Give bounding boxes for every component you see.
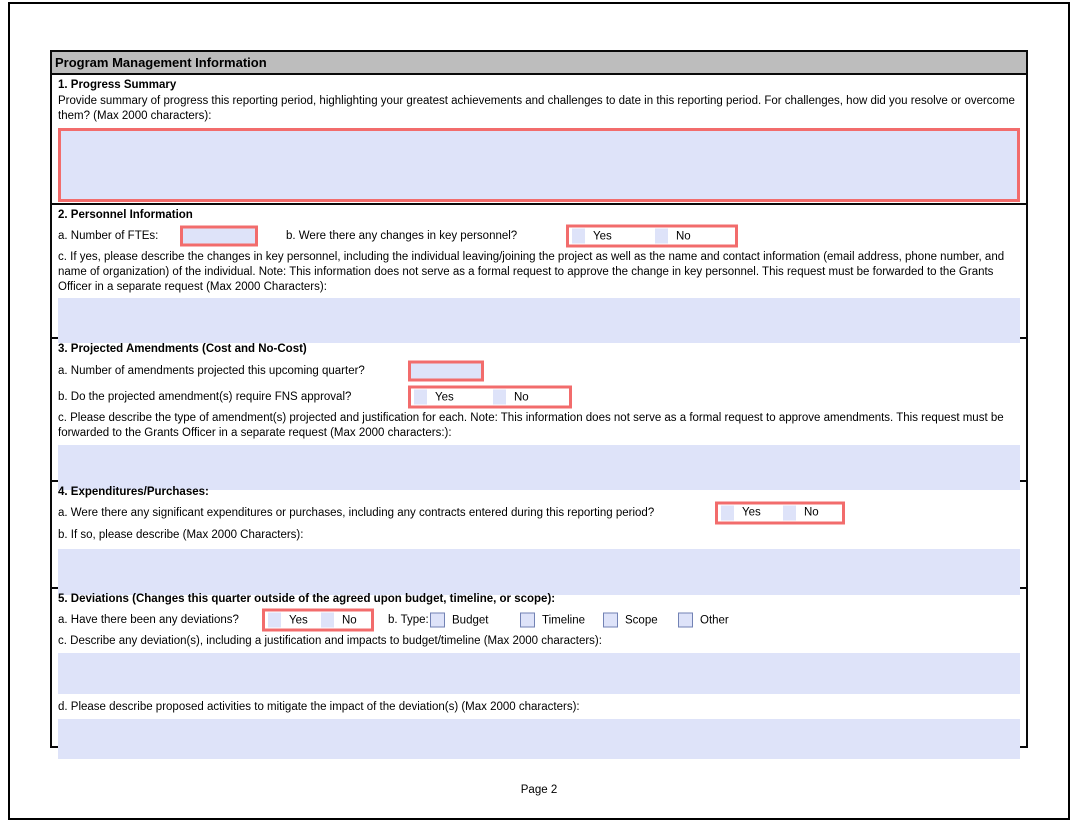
section-1-heading: 1. Progress Summary — [58, 79, 177, 91]
timeline-checkbox[interactable] — [520, 613, 535, 628]
section-personnel-information — [52, 205, 1026, 339]
deviation-type-label: b. Type: — [388, 614, 429, 626]
no-label: No — [514, 391, 529, 403]
deviations-no-checkbox[interactable] — [321, 613, 334, 628]
no-label: No — [804, 506, 819, 519]
personnel-c-description: c. If yes, please describe the changes in key personnel, including the individual leaving/joining the project as well as the name and contact information (email address, phone number, and name of organization) of the individual. Note: This information does not serve as a formal request to approve the change in key personnel. This request must be forwarded to the Grants Officer in a separate request (Max 2000 Characters): — [58, 251, 1005, 293]
program-management-form — [50, 50, 1028, 748]
scope-label: Scope — [625, 614, 658, 626]
expenditures-yes-option — [718, 505, 780, 520]
no-label: No — [676, 230, 691, 242]
yes-label: Yes — [593, 230, 612, 242]
section-expenditures-purchases — [52, 482, 1026, 589]
fns-approval-yesno-group — [408, 386, 572, 409]
scope-checkbox[interactable] — [603, 613, 618, 628]
fns-approval-no-option — [490, 390, 569, 405]
deviations-question-label: a. Have there been any deviations? — [58, 614, 239, 626]
no-label: No — [342, 614, 357, 626]
deviations-yes-option — [265, 613, 318, 628]
expenditures-row-a — [58, 500, 1020, 525]
deviation-type-budget — [430, 613, 488, 628]
key-personnel-yesno-group — [566, 225, 738, 248]
amendments-row-b — [58, 384, 1020, 410]
timeline-label: Timeline — [542, 614, 586, 626]
yes-label: Yes — [435, 391, 454, 403]
mitigation-description-textarea[interactable] — [58, 719, 1020, 759]
section-progress-summary — [52, 75, 1026, 205]
deviation-type-timeline — [520, 613, 585, 628]
deviations-no-option — [318, 613, 371, 628]
amendments-count-label: a. Number of amendments projected this upcoming quarter? — [58, 364, 365, 377]
expenditures-question-label: a. Were there any significant expenditures or purchases, including any contracts entered during this reporting period? — [58, 506, 655, 519]
fns-approval-no-checkbox[interactable] — [493, 390, 506, 405]
fns-approval-yes-checkbox[interactable] — [414, 390, 427, 405]
personnel-row-ab — [58, 223, 1020, 249]
fns-approval-question-label: b. Do the projected amendment(s) require FNS approval? — [58, 391, 352, 403]
deviation-type-other — [678, 613, 729, 628]
progress-summary-textarea[interactable] — [58, 128, 1020, 202]
expenditures-yesno-group — [715, 501, 845, 524]
key-personnel-no-option — [652, 229, 735, 244]
page-number: Page 2 — [520, 784, 558, 796]
yes-label: Yes — [742, 506, 761, 519]
deviations-d-label: d. Please describe proposed activities to mitigate the impact of the deviation(s) (Max 2000 characters): — [58, 701, 580, 713]
personnel-changes-textarea[interactable] — [58, 298, 1020, 343]
fns-approval-yes-option — [411, 390, 490, 405]
key-personnel-question-label: b. Were there any changes in key personnel? — [286, 230, 518, 242]
form-title: Program Management Information — [55, 55, 267, 70]
other-label: Other — [700, 614, 729, 626]
ftes-label: a. Number of FTEs: — [58, 230, 159, 242]
section-deviations — [52, 589, 1026, 746]
section-5-heading: 5. Deviations (Changes this quarter outside of the agreed upon budget, timeline, or scope): — [58, 593, 556, 605]
deviations-yes-checkbox[interactable] — [268, 613, 281, 628]
other-checkbox[interactable] — [678, 613, 693, 628]
section-1-description: Provide summary of progress this reporting period, highlighting your greatest achievements and challenges to date in this reporting period. For challenges, how did you resolve or overcome them? (Max 2000 characters): — [58, 95, 1015, 122]
deviations-row-ab — [58, 607, 1020, 633]
form-title-bar — [52, 52, 1026, 75]
ftes-input[interactable] — [180, 226, 258, 247]
key-personnel-yes-option — [569, 229, 652, 244]
key-personnel-no-checkbox[interactable] — [655, 229, 668, 244]
section-4-heading: 4. Expenditures/Purchases: — [58, 486, 209, 498]
budget-label: Budget — [452, 614, 489, 626]
yes-label: Yes — [289, 614, 308, 626]
amendments-row-a — [58, 357, 1020, 384]
amendments-count-input[interactable] — [408, 360, 484, 381]
section-2-heading: 2. Personnel Information — [58, 209, 193, 221]
expenditures-no-option — [780, 505, 842, 520]
expenditures-yes-checkbox[interactable] — [721, 505, 734, 520]
deviations-yesno-group — [262, 609, 374, 632]
deviation-type-scope — [603, 613, 658, 628]
key-personnel-yes-checkbox[interactable] — [572, 229, 585, 244]
deviations-description-textarea[interactable] — [58, 653, 1020, 694]
expenditures-no-checkbox[interactable] — [783, 505, 796, 520]
section-projected-amendments — [52, 339, 1026, 482]
amendments-c-description: c. Please describe the type of amendment(s) projected and justification for each. Note: This information does not serve as a formal request to approve amendments. This request must be forwarded to the Grants Officer in a separate request (Max 2000 characters:): — [58, 412, 1004, 439]
deviations-c-label: c. Describe any deviation(s), including a justification and impacts to budget/timeline (Max 2000 characters): — [58, 635, 602, 647]
expenditures-b-label: b. If so, please describe (Max 2000 Characters): — [58, 529, 304, 541]
section-3-heading: 3. Projected Amendments (Cost and No-Cost) — [58, 343, 307, 355]
budget-checkbox[interactable] — [430, 613, 445, 628]
